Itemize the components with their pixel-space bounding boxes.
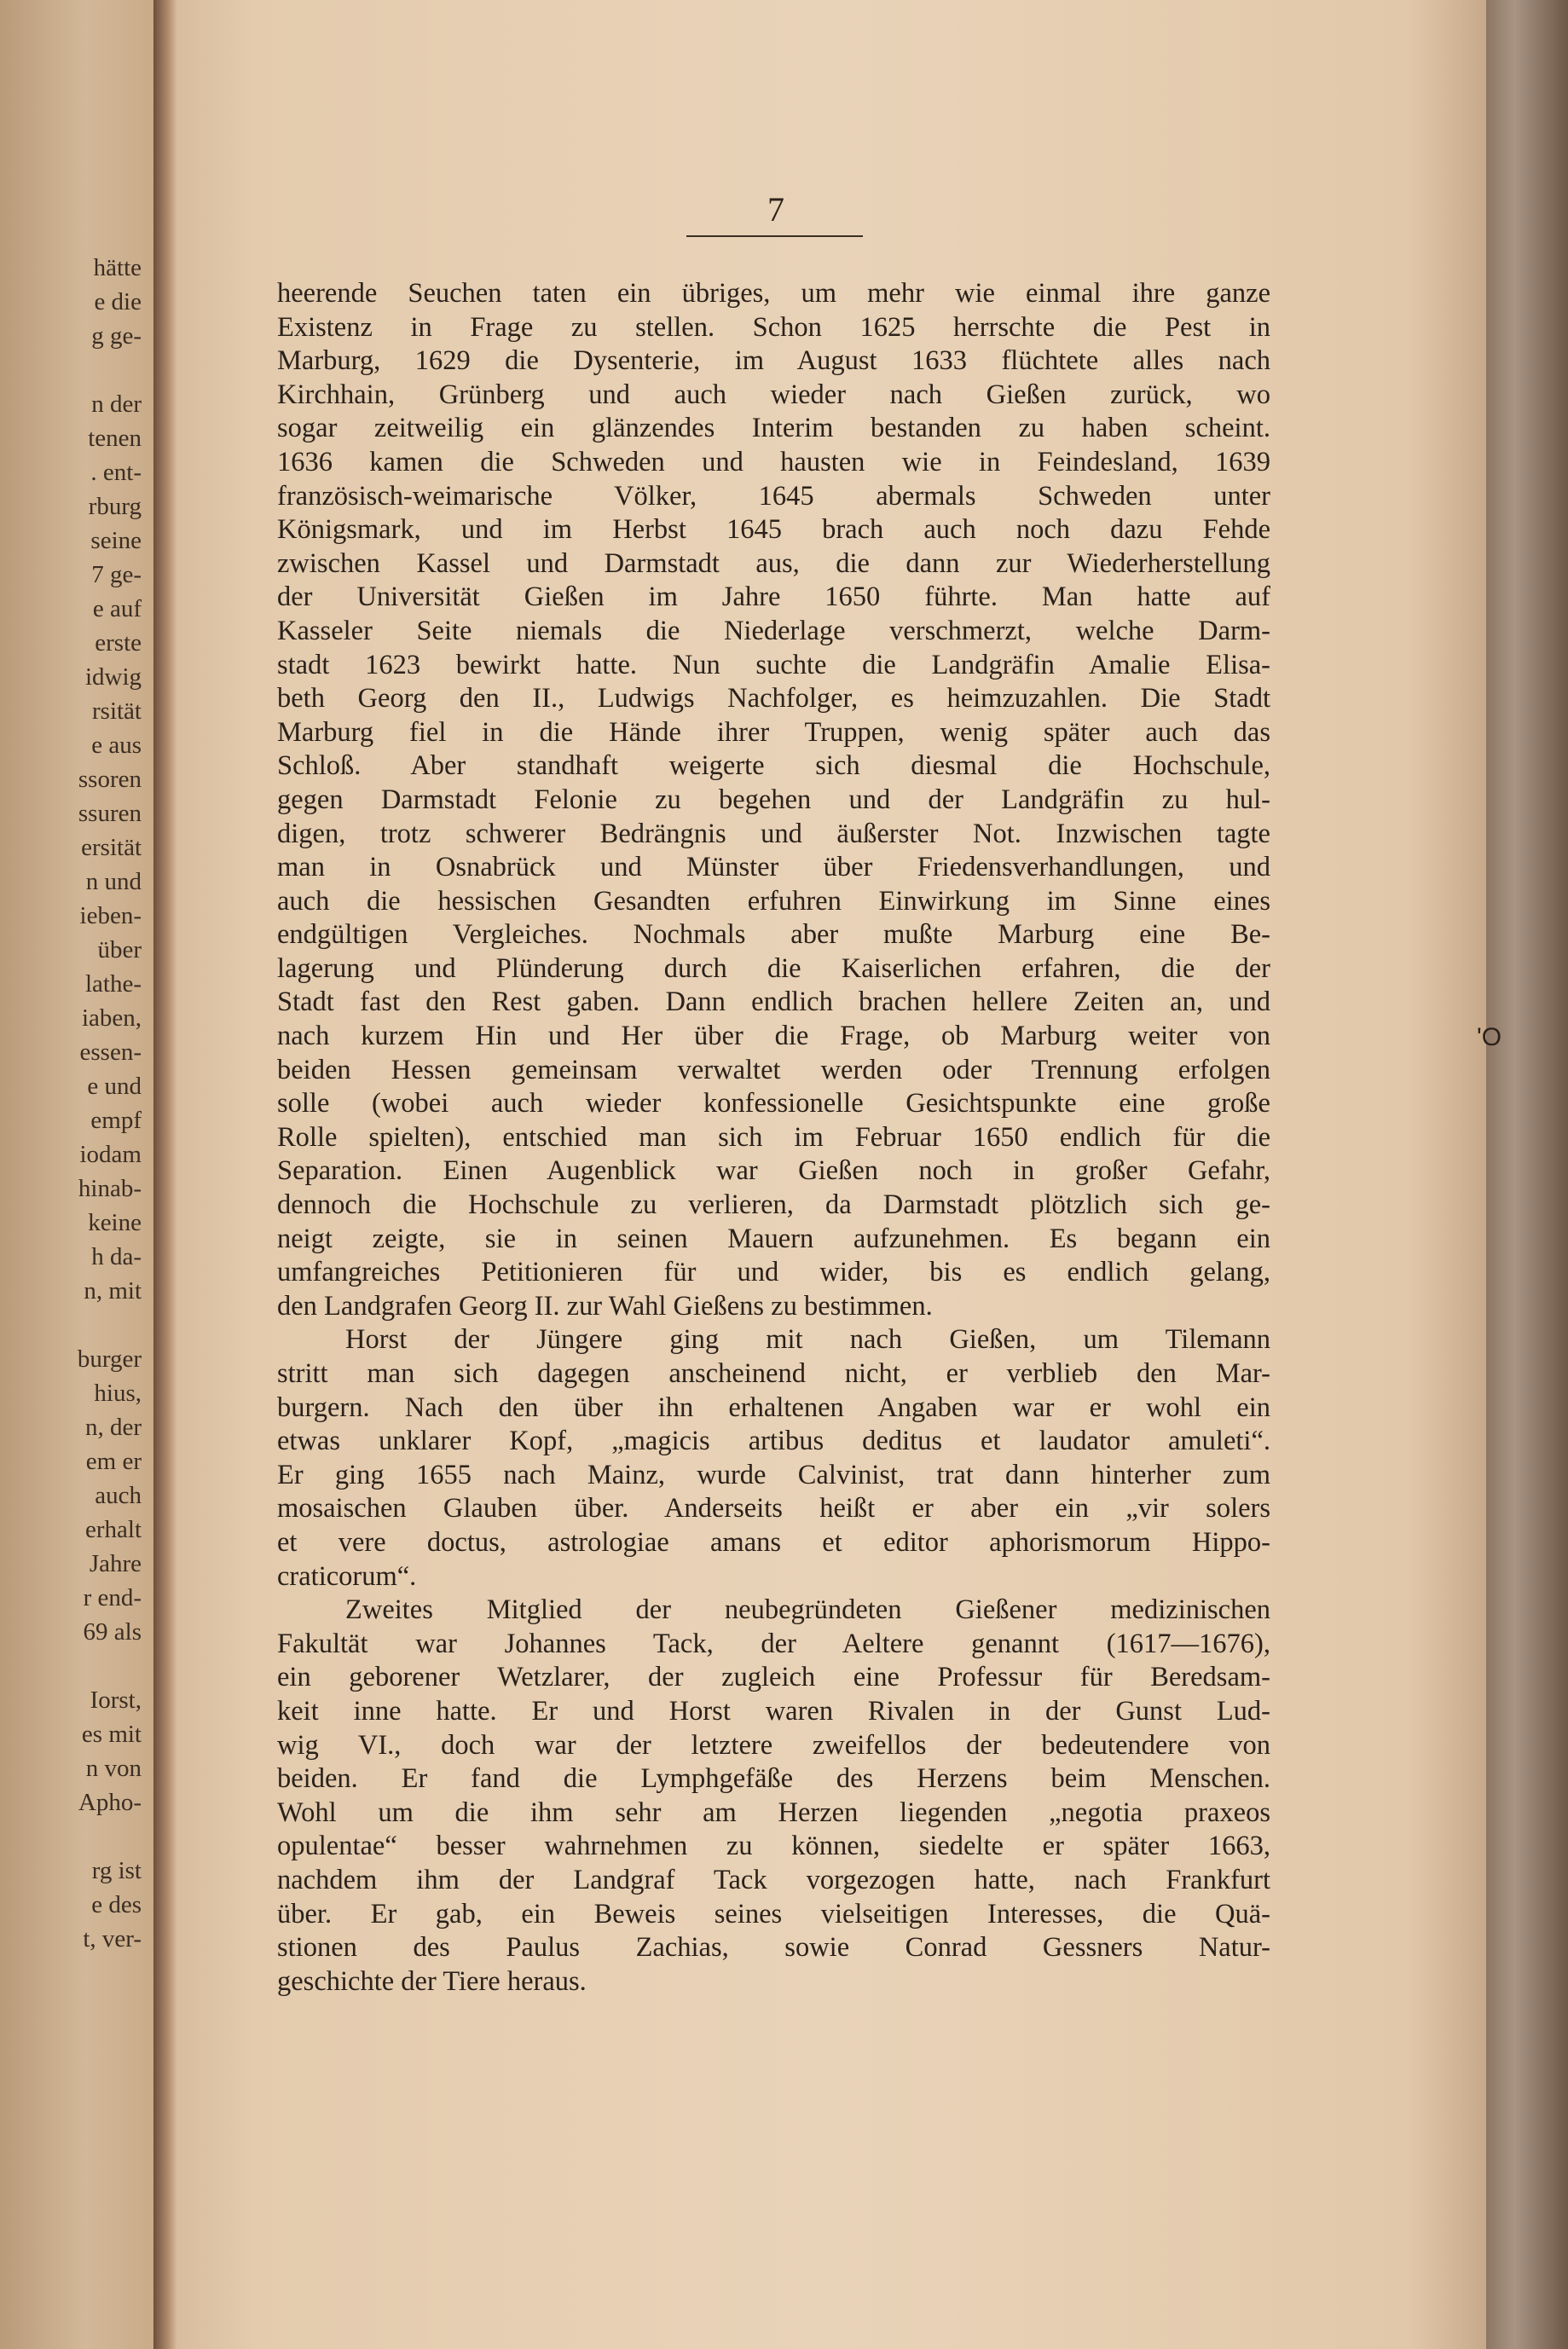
text-line: beiden Hessen gemeinsam verwaltet werden oder Trennung erfolgen — [277, 1054, 1270, 1085]
facing-page-fragment: essen- — [79, 1039, 142, 1066]
text-line: et vere doctus, astrologiae amans et editor aphorismorum Hippo- — [277, 1526, 1270, 1558]
text-line: beiden. Er fand die Lymphgefäße des Herzens beim Menschen. — [277, 1763, 1270, 1795]
facing-page-fragment: n, mit — [84, 1277, 142, 1305]
text-line: sogar zeitweilig ein glänzendes Interim bestanden zu haben scheint. — [277, 413, 1270, 444]
text-line: burgern. Nach den über ihn erhaltenen Angaben war er wohl ein — [277, 1391, 1270, 1423]
text-line: geschichte der Tiere heraus. — [277, 1965, 587, 1997]
facing-page-fragment: e aus — [91, 732, 142, 759]
text-line: Marburg, 1629 die Dysenterie, im August 1633 flüchtete alles nach — [277, 345, 1270, 377]
text-line: man in Osnabrück und Münster über Friedensverhandlungen, und — [277, 852, 1270, 883]
facing-page-fragment: ssoren — [78, 766, 142, 793]
facing-page-fragment: . ent- — [90, 459, 142, 486]
text-line: stadt 1623 bewirkt hatte. Nun suchte die Landgräfin Amalie Elisa- — [277, 649, 1270, 680]
book-gutter — [153, 0, 177, 2349]
facing-page-fragment: es mit — [81, 1721, 142, 1748]
facing-page-fragment: n von — [85, 1755, 142, 1782]
text-line: französisch-weimarische Völker, 1645 abermals Schweden unter — [277, 480, 1270, 512]
facing-page-fragment: hius, — [94, 1380, 142, 1407]
text-line: endgültigen Vergleiches. Nochmals aber mußte Marburg eine Be- — [277, 919, 1270, 951]
text-line: mosaischen Glauben über. Anderseits heißt er aber ein „vir solers — [277, 1493, 1270, 1525]
facing-page-fragment: Iorst, — [90, 1687, 142, 1714]
facing-page-fragment: hätte — [93, 254, 142, 281]
text-line: der Universität Gießen im Jahre 1650 führte. Man hatte auf — [277, 581, 1270, 613]
text-line: solle (wobei auch wieder konfessionelle Gesichtspunkte eine große — [277, 1088, 1270, 1120]
text-line: Horst der Jüngere ging mit nach Gießen, um Tilemann — [345, 1324, 1270, 1356]
facing-page-fragment: iodam — [79, 1141, 142, 1168]
facing-page-fragment: Jahre — [89, 1550, 142, 1577]
facing-page-fragment: rburg — [88, 493, 142, 520]
text-line: Separation. Einen Augenblick war Gießen noch in großer Gefahr, — [277, 1155, 1270, 1187]
text-line: Er ging 1655 nach Mainz, wurde Calvinist, trat dann hinterher zum — [277, 1459, 1270, 1490]
facing-page-fragment: tenen — [88, 425, 142, 452]
text-line: gegen Darmstadt Felonie zu begehen und der Landgräfin zu hul- — [277, 784, 1270, 815]
facing-page-fragment: über — [97, 936, 142, 963]
text-line: ein geborener Wetzlarer, der zugleich eine Professur für Beredsam- — [277, 1662, 1270, 1693]
facing-page-fragment: e die — [94, 288, 142, 315]
facing-page-fragment: iaben, — [81, 1004, 142, 1032]
facing-page-fragment: erste — [95, 629, 142, 657]
facing-page-fragment: em er — [85, 1448, 142, 1475]
text-line: stritt man sich dagegen anscheinend nicht, er verblieb den Mar- — [277, 1358, 1270, 1389]
text-line: stionen des Paulus Zachias, sowie Conrad Gessners Natur- — [277, 1932, 1270, 1964]
text-line: Stadt fast den Rest gaben. Dann endlich brachen hellere Zeiten an, und — [277, 986, 1270, 1018]
text-line: neigt zeigte, sie in seinen Mauern aufzunehmen. Es begann ein — [277, 1223, 1270, 1254]
facing-page-fragment: Apho- — [78, 1789, 142, 1816]
text-line: Zweites Mitglied der neubegründeten Gießener medizinischen — [345, 1594, 1270, 1626]
text-line: Wohl um die ihm sehr am Herzen liegenden „negotia praxeos — [277, 1796, 1270, 1828]
body-text — [277, 277, 1270, 1999]
text-line: wig VI., doch war der letztere zweifellos der bedeutendere von — [277, 1729, 1270, 1761]
facing-page-fragment: 7 ge- — [91, 561, 142, 588]
text-line: lagerung und Plünderung durch die Kaiserlichen erfahren, die der — [277, 952, 1270, 984]
text-line: Marburg fiel in die Hände ihrer Truppen, wenig später auch das — [277, 716, 1270, 748]
facing-page-fragment: ssuren — [78, 800, 142, 827]
facing-page-fragment: n und — [85, 868, 142, 895]
facing-page-fragment: e des — [91, 1891, 142, 1918]
facing-page-fragment: hinab- — [78, 1175, 142, 1202]
text-line: craticorum“. — [277, 1560, 417, 1592]
edge-mark: 'O — [1477, 1023, 1502, 1051]
text-line: auch die hessischen Gesandten erfuhren Einwirkung im Sinne eines — [277, 885, 1270, 917]
facing-page-fragment: rsität — [92, 697, 142, 725]
text-line: beth Georg den II., Ludwigs Nachfolger, es heimzuzahlen. Die Stadt — [277, 683, 1270, 715]
text-line: Kasseler Seite niemals die Niederlage verschmerzt, welche Darm- — [277, 615, 1270, 646]
text-line: opulentae“ besser wahrnehmen zu können, siedelte er später 1663, — [277, 1831, 1270, 1862]
text-line: Kirchhain, Grünberg und auch wieder nach Gießen zurück, wo — [277, 379, 1270, 410]
text-line: zwischen Kassel und Darmstadt aus, die dann zur Wiederherstellung — [277, 547, 1270, 579]
facing-page-fragment: erhalt — [84, 1516, 142, 1543]
facing-page-fragment: r end- — [83, 1584, 142, 1611]
header-rule — [686, 235, 863, 237]
text-line: Fakultät war Johannes Tack, der Aeltere genannt (1617—1676), — [277, 1628, 1270, 1659]
text-line: Schloß. Aber standhaft weigerte sich diesmal die Hochschule, — [277, 750, 1270, 782]
text-line: über. Er gab, ein Beweis seines vielseitigen Interesses, die Quä- — [277, 1898, 1270, 1930]
facing-page-fragment: lathe- — [84, 970, 142, 998]
text-line: Rolle spielten), entschied man sich im Februar 1650 endlich für die — [277, 1121, 1270, 1153]
facing-page-left — [0, 0, 153, 2349]
text-line: nach kurzem Hin und Her über die Frage, ob Marburg weiter von — [277, 1021, 1270, 1052]
facing-page-fragment: h da- — [91, 1243, 142, 1270]
text-line: keit inne hatte. Er und Horst waren Rivalen in der Gunst Lud- — [277, 1695, 1270, 1727]
text-line: Königsmark, und im Herbst 1645 brach auch noch dazu Fehde — [277, 514, 1270, 546]
facing-page-fragment: 69 als — [83, 1618, 142, 1646]
facing-page-fragment: burger — [77, 1345, 142, 1373]
facing-page-fragment: idwig — [84, 663, 142, 691]
facing-page-fragment: auch — [95, 1482, 142, 1509]
facing-page-fragment: n der — [91, 391, 142, 418]
facing-page-fragment: rg ist — [91, 1857, 142, 1884]
text-line: Existenz in Frage zu stellen. Schon 1625 herrschte die Pest in — [277, 311, 1270, 343]
text-line: dennoch die Hochschule zu verlieren, da Darmstadt plötzlich sich ge- — [277, 1189, 1270, 1221]
page-number: 7 — [767, 190, 784, 229]
facing-page-fragment: e auf — [92, 595, 142, 622]
facing-page-fragment: empf — [90, 1107, 142, 1134]
facing-page-fragment: ersität — [81, 834, 142, 861]
text-line: nachdem ihm der Landgraf Tack vorgezogen hatte, nach Frankfurt — [277, 1864, 1270, 1895]
text-line: etwas unklarer Kopf, „magicis artibus deditus et laudator amuleti“. — [277, 1426, 1270, 1457]
facing-page-fragment: keine — [88, 1209, 142, 1236]
text-line: den Landgrafen Georg II. zur Wahl Gießens zu bestimmen. — [277, 1290, 933, 1322]
page-edge-stack — [1486, 0, 1568, 2349]
facing-page-fragment: e und — [87, 1073, 142, 1100]
facing-page-fragment: n, der — [84, 1414, 142, 1441]
facing-page-fragment: seine — [90, 527, 142, 554]
text-line: digen, trotz schwerer Bedrängnis und äußerster Not. Inzwischen tagte — [277, 818, 1270, 849]
text-line: heerende Seuchen taten ein übriges, um mehr wie einmal ihre ganze — [277, 278, 1270, 309]
text-line: 1636 kamen die Schweden und hausten wie in Feindesland, 1639 — [277, 446, 1270, 477]
text-line: umfangreiches Petitionieren für und wider, bis es endlich gelang, — [277, 1257, 1270, 1288]
facing-page-fragment: t, ver- — [83, 1925, 142, 1953]
facing-page-fragment: g ge- — [91, 322, 142, 350]
facing-page-fragment: ieben- — [79, 902, 142, 929]
